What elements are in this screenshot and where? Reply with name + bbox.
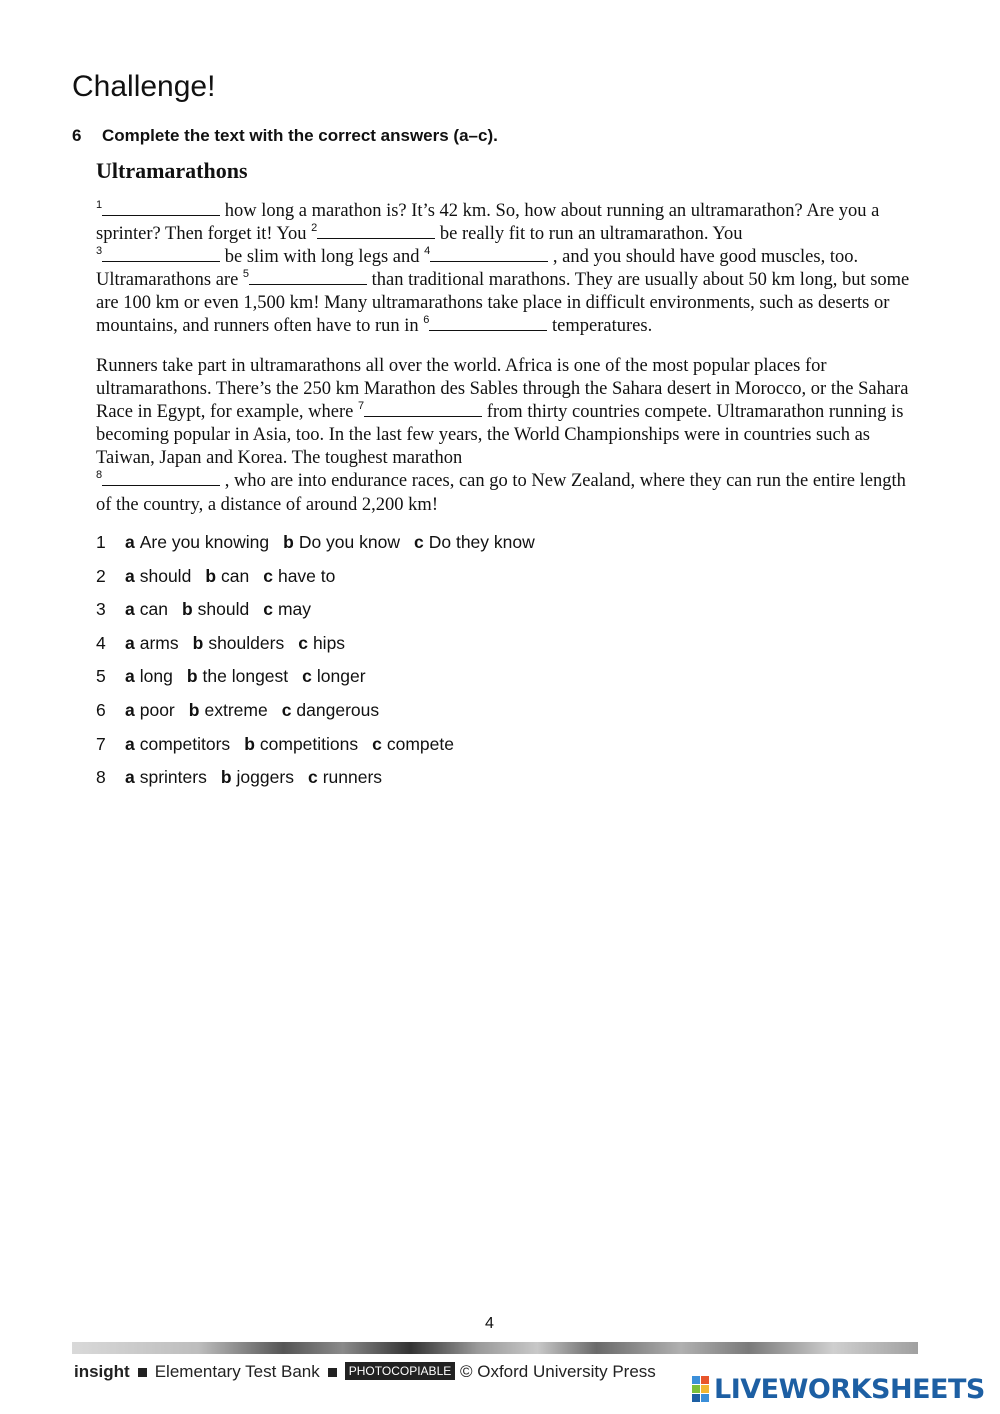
option-b[interactable]: b competitions: [244, 733, 359, 754]
gap-number-1: 1: [96, 199, 103, 211]
text-segment: be slim with long legs and: [220, 247, 425, 268]
option-number: 4: [96, 632, 106, 653]
text-segment: , who are into endurance races, can go to New Zealand, where they can run the entire length of the country, a distance of around 2,200 km!: [96, 471, 906, 515]
article-paragraph-2: [96, 355, 918, 517]
square-bullet-icon: [328, 1368, 337, 1377]
option-b[interactable]: b shoulders: [192, 632, 285, 653]
answer-gap-8[interactable]: [102, 470, 220, 486]
options-row-2: [96, 564, 549, 598]
gap-number-4: 4: [424, 245, 431, 258]
answer-gap-3[interactable]: [102, 246, 220, 262]
option-b[interactable]: b Do you know: [283, 532, 400, 552]
answer-gap-1[interactable]: [102, 200, 220, 216]
gap-number-6: 6: [423, 314, 430, 327]
answer-gap-4[interactable]: [430, 246, 548, 262]
article-paragraph-1: [96, 200, 918, 339]
liveworksheets-watermark: [692, 1373, 985, 1405]
text-segment: how long a marathon is? It’s 42 km. So, how about running an ultramarathon? Are you a sprinter? Then forget it! You: [96, 201, 880, 245]
option-b[interactable]: b the longest: [186, 666, 289, 687]
option-c[interactable]: c longer: [302, 666, 366, 687]
page-title: Challenge!: [72, 70, 216, 103]
watermark-text: LIVEWORKSHEETS: [714, 1373, 985, 1405]
option-a[interactable]: a long: [125, 666, 173, 687]
option-number: 6: [96, 699, 106, 720]
text-segment: than traditional marathons. They are usually about 50 km long, but some are 100 km or even 1,500 km! Many ultramarathons take place in difficult environments, such as deserts or mountains, and runners often have to run in: [96, 270, 910, 337]
task-instruction: [72, 126, 498, 146]
options-row-5: [96, 664, 549, 698]
footer-decorative-band: [72, 1342, 918, 1354]
options-row-3: [96, 597, 549, 631]
answer-gap-2[interactable]: [317, 223, 435, 239]
option-c[interactable]: c dangerous: [281, 699, 380, 720]
answer-options-list: [96, 530, 549, 799]
option-a[interactable]: a can: [125, 599, 168, 620]
option-a[interactable]: a should: [125, 565, 192, 586]
option-number: 5: [96, 666, 106, 687]
option-b[interactable]: b can: [205, 565, 250, 586]
option-c[interactable]: c may: [263, 599, 312, 620]
options-row-6: [96, 698, 549, 732]
square-bullet-icon: [138, 1368, 147, 1377]
answer-gap-6[interactable]: [429, 315, 547, 331]
option-c[interactable]: c Do they know: [414, 532, 535, 552]
liveworksheets-logo-icon: [692, 1376, 710, 1402]
option-a[interactable]: a Are you knowing: [125, 532, 270, 552]
option-a[interactable]: a arms: [125, 632, 179, 653]
gap-number-2: 2: [311, 222, 318, 235]
option-number: 1: [96, 532, 106, 552]
options-row-7: [96, 732, 549, 766]
option-b[interactable]: b should: [181, 599, 250, 620]
option-c[interactable]: c runners: [307, 767, 383, 788]
text-segment: temperatures.: [547, 316, 653, 337]
options-row-4: [96, 631, 549, 665]
option-a[interactable]: a poor: [125, 699, 175, 720]
article-title: Ultramarathons: [96, 158, 248, 183]
options-row-1: [96, 530, 549, 564]
text-segment: , and you should have good muscles, too. Ultramarathons are: [96, 247, 859, 291]
option-a[interactable]: a competitors: [125, 733, 231, 754]
option-number: 8: [96, 767, 106, 788]
page-number: 4: [485, 1315, 494, 1332]
option-b[interactable]: b joggers: [220, 767, 294, 788]
footer-book: Elementary Test Bank: [154, 1362, 320, 1381]
footer: [74, 1362, 656, 1382]
option-c[interactable]: c have to: [263, 565, 336, 586]
gap-number-8: 8: [96, 469, 103, 482]
text-segment: Runners take part in ultramarathons all over the world. Africa is one of the most popular places for ultramarathons. There’s the 250 km Marathon des Sables through the Sahara desert in Morocco, or the Sahara Race in Egypt, for example, where: [96, 356, 909, 423]
answer-gap-5[interactable]: [249, 269, 367, 285]
option-c[interactable]: c compete: [372, 733, 454, 754]
text-segment: be really fit to run an ultramarathon. You: [435, 224, 743, 245]
gap-number-3: 3: [96, 245, 103, 258]
option-c[interactable]: c hips: [298, 632, 346, 653]
photocopiable-badge: PHOTOCOPIABLE: [345, 1362, 455, 1380]
option-number: 3: [96, 599, 106, 620]
option-number: 2: [96, 565, 106, 586]
footer-publisher: © Oxford University Press: [459, 1362, 656, 1381]
option-b[interactable]: b extreme: [188, 699, 268, 720]
gap-number-5: 5: [242, 268, 250, 281]
options-row-8: [96, 765, 549, 799]
task-text: Complete the text with the correct answers (a–c).: [102, 126, 498, 145]
answer-gap-7[interactable]: [364, 401, 482, 417]
task-number: 6: [72, 126, 82, 145]
option-number: 7: [96, 733, 106, 754]
text-segment: from thirty countries compete. Ultramarathon running is becoming popular in Asia, too. In the last few years, the World Championships were in countries such as Taiwan, Japan and Korea. The toughest marathon: [96, 402, 904, 469]
footer-brand: insight: [74, 1362, 130, 1381]
gap-number-7: 7: [357, 400, 365, 413]
option-a[interactable]: a sprinters: [125, 767, 207, 788]
